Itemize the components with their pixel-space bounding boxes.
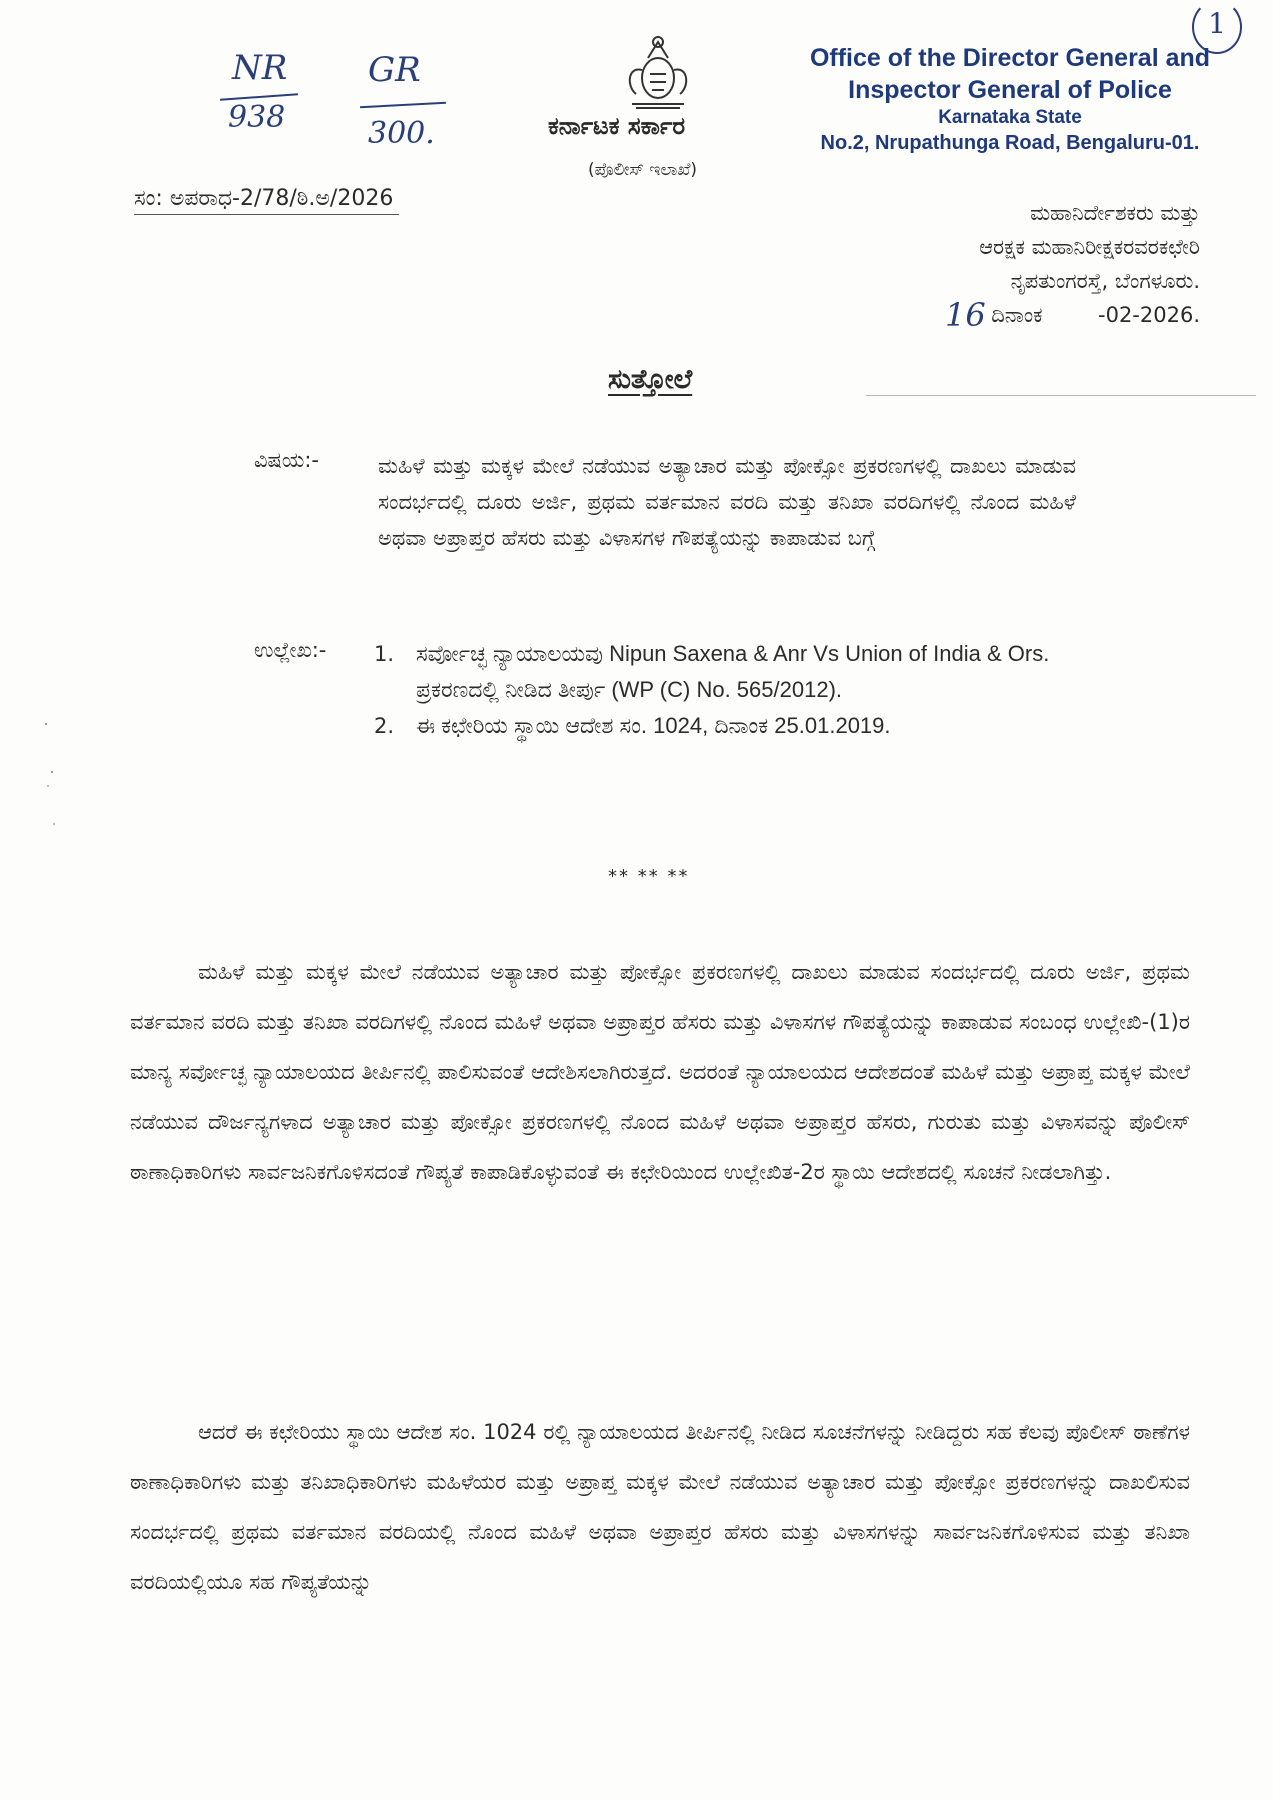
reference-item [374, 708, 1074, 744]
references-list [374, 636, 1074, 744]
document-heading: ಸುತ್ತೋಲೆ [608, 364, 693, 395]
scan-specks [40, 720, 60, 840]
office-line: No.2, Nrupathunga Road, Bengaluru-01. [820, 132, 1200, 154]
faint-rule [866, 395, 1256, 396]
body-paragraph: ಮಹಿಳೆ ಮತ್ತು ಮಕ್ಕಳ ಮೇಲೆ ನಡೆಯುವ ಅತ್ಯಾಚಾರ ಮತ್ತು ಪೋಕ್ಸೋ ಪ್ರಕರಣಗಳಲ್ಲಿ ದಾಖಲು ಮಾಡುವ ಸಂದರ್ಭದಲ್ಲಿ ದೂರು ಅರ್ಜಿ, ಪ್ರಥಮ ವರ್ತಮಾನ ವರದಿ ಮತ್ತು ತನಿಖಾ ವರದಿಗಳಲ್ಲಿ ನೊಂದ ಮಹಿಳೆ ಅಥವಾ ಅಪ್ರಾಪ್ತರ ಹೆಸರು ಮತ್ತು ವಿಳಾಸಗಳ ಗೌಪತ್ಯೆಯನ್ನು ಕಾಪಾಡುವ ಸಂಬಂಧ ಉಲ್ಲೇಖಿ-(1)ರ ಮಾನ್ಯ ಸರ್ವೋಚ್ಛ ನ್ಯಾಯಾಲಯದ ತೀರ್ಪಿನಲ್ಲಿ ಪಾಲಿಸುವಂತೆ ಆದೇಶಿಸಲಾಗಿರುತ್ತದೆ. ಅದರಂತೆ ನ್ಯಾಯಾಲಯದ ಆದೇಶದಂತೆ ಮಹಿಳೆ ಮತ್ತು ಅಪ್ರಾಪ್ತ ಮಕ್ಕಳ ಮೇಲೆ ನಡೆಯುವ ದೌರ್ಜನ್ಯಗಳಾದ ಅತ್ಯಾಚಾರ ಮತ್ತು ಪೋಕ್ಸೋ ಪ್ರಕರಣಗಳಲ್ಲಿ ನೊಂದ ಮಹಿಳೆ ಅಥವಾ ಅಪ್ರಾಪ್ತರ ಹೆಸರು, ಗುರುತು ಮತ್ತು ವಿಳಾಸವನ್ನು ಪೊಲೀಸ್ ಠಾಣಾಧಿಕಾರಿಗಳು ಸಾರ್ವಜನಿಕಗೊಳಿಸದಂತೆ ಗೌಪ್ಯತೆ ಕಾಪಾಡಿಕೊಳ್ಳುವಂತೆ ಈ ಕಛೇರಿಯಿಂದ ಉಲ್ಲೇಖಿತ-2ರ ಸ್ಥಾಯಿ ಆದೇಶದಲ್ಲಿ ಸೂಚನೆ ನೀಡಲಾಗಿತ್ತು. [130, 960, 1190, 1184]
reference-number [134, 186, 393, 211]
office-line: Office of the Director General and [809, 44, 1211, 72]
subject-text: ಮಹಿಳೆ ಮತ್ತು ಮಕ್ಕಳ ಮೇಲೆ ನಡೆಯುವ ಅತ್ಯಾಚಾರ ಮತ್ತು ಪೋಕ್ಸೋ ಪ್ರಕರಣಗಳಲ್ಲಿ ದಾಖಲು ಮಾಡುವ ಸಂದರ್ಭದಲ್ಲಿ ದೂರು ಅರ್ಜಿ, ಪ್ರಥಮ ವರ್ತಮಾನ ವರದಿ ಮತ್ತು ತನಿಖಾ ವರದಿಗಳಲ್ಲಿ ನೊಂದ ಮಹಿಳೆ ಅಥವಾ ಅಪ್ರಾಪ್ತರ ಹೆಸರು ಮತ್ತು ವಿಳಾಸಗಳ ಗೌಪತ್ಯೆಯನ್ನು ಕಾಪಾಡುವ ಬಗ್ಗೆ [378, 454, 1076, 550]
date-label: ದಿನಾಂಕ [991, 303, 1043, 327]
office-address-english [800, 42, 1220, 156]
handwritten-underline [360, 102, 446, 108]
reference-number-marker: 2. [374, 714, 395, 738]
karnataka-emblem-icon [618, 30, 698, 112]
department-name: (ಪೊಲೀಸ್ ಇಲಾಖೆ) [588, 160, 698, 180]
office-line: Inspector General of Police [848, 76, 1172, 104]
reference-underline [134, 214, 399, 215]
government-name: ಕರ್ನಾಟಕ ಸರ್ಕಾರ [548, 112, 686, 140]
section-separator: ** ** ** [608, 866, 690, 887]
references-label: ಉಲ್ಲೇಖ:- [254, 638, 327, 662]
date-line [820, 298, 1200, 332]
office-address-kannada [820, 196, 1200, 332]
reference-item [374, 636, 1074, 708]
handwritten-gr: GR [368, 50, 421, 90]
handwritten-nr-number: 938 [228, 100, 286, 135]
office-kn-line: ನೃಪತುಂಗರಸ್ತೆ, ಬೆಂಗಳೂರು. [1010, 269, 1200, 293]
subject-label: ವಿಷಯ:- [254, 448, 319, 472]
handwritten-date-day: 16 [945, 296, 986, 334]
reference-text: ಸರ್ವೋಚ್ಛ ನ್ಯಾಯಾಲಯವು Nipun Saxena & Anr Vs Union of India & Ors. ಪ್ರಕರಣದಲ್ಲಿ ನೀಡಿದ ತೀರ್ಪು (WP (C) No. 565/2012). [416, 641, 1050, 702]
date-value: -02-2026. [1098, 303, 1200, 327]
reference-number-marker: 1. [374, 642, 395, 666]
handwritten-page-mark: 1 [1192, 0, 1242, 54]
office-line: Karnataka State [938, 107, 1082, 128]
office-kn-line: ಮಹಾನಿರ್ದೇಶಕರು ಮತ್ತು [1030, 201, 1200, 225]
reference-text: ಈ ಕಛೇರಿಯ ಸ್ಥಾಯಿ ಆದೇಶ ಸಂ. 1024, ದಿನಾಂಕ 25.01.2019. [416, 713, 891, 738]
office-kn-line: ಆರಕ್ಷಕ ಮಹಾನಿರೀಕ್ಷಕರವರಕಛೇರಿ [979, 235, 1200, 259]
body-paragraph: ಆದರೆ ಈ ಕಛೇರಿಯು ಸ್ಥಾಯಿ ಆದೇಶ ಸಂ. 1024 ರಲ್ಲಿ ನ್ಯಾಯಾಲಯದ ತೀರ್ಪಿನಲ್ಲಿ ನೀಡಿದ ಸೂಚನೆಗಳನ್ನು ನೀಡಿದ್ದರು ಸಹ ಕೆಲವು ಪೊಲೀಸ್ ಠಾಣೆಗಳ ಠಾಣಾಧಿಕಾರಿಗಳು ಮತ್ತು ತನಿಖಾಧಿಕಾರಿಗಳು ಮಹಿಳೆಯರ ಮತ್ತು ಅಪ್ರಾಪ್ತ ಮಕ್ಕಳ ಮೇಲೆ ನಡೆಯುವ ಅತ್ಯಾಚಾರ ಮತ್ತು ಪೋಕ್ಸೋ ಪ್ರಕರಣಗಳನ್ನು ದಾಖಲಿಸುವ ಸಂದರ್ಭದಲ್ಲಿ ಪ್ರಥಮ ವರ್ತಮಾನ ವರದಿಯಲ್ಲಿ ನೊಂದ ಮಹಿಳೆ ಅಥವಾ ಅಪ್ರಾಪ್ತರ ಹೆಸರು ಮತ್ತು ವಿಳಾಸಗಳನ್ನು ಸಾರ್ವಜನಿಕಗೊಳಿಸುವ ಮತ್ತು ತನಿಖಾ ವರದಿಯಲ್ಲಿಯೂ ಸಹ ಗೌಪ್ಯತೆಯನ್ನು [130, 1420, 1190, 1594]
handwritten-nr: NR [232, 48, 288, 88]
reference-number-text: ಸಂ: ಅಪರಾಧ-2/78/ಠಿ.ಅ/2026 [134, 186, 394, 211]
handwritten-gr-number: 300. [368, 116, 435, 151]
